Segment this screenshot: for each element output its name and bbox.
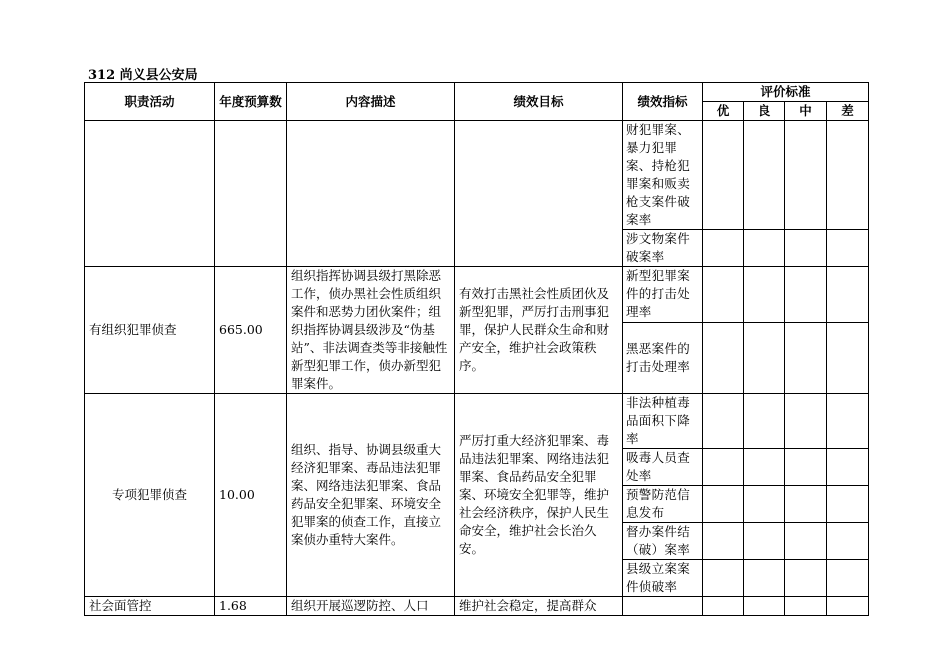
grade-cell [785, 449, 827, 486]
grade-cell [827, 267, 869, 323]
grade-cell [827, 449, 869, 486]
grade-cell [785, 322, 827, 393]
grade-cell [703, 322, 744, 393]
indicator-cell: 吸毒人员查处率 [623, 449, 703, 486]
grade-cell [703, 597, 744, 616]
goal-cell: 维护社会稳定，提高群众 [455, 597, 623, 616]
header-indicator: 绩效指标 [623, 83, 703, 121]
budget-cell-continued [215, 121, 287, 267]
grade-cell [744, 597, 785, 616]
content-cell-continued [287, 121, 455, 267]
activity-cell: 专项犯罪侦查 [85, 394, 215, 597]
indicator-cell: 县级立案案件侦破率 [623, 560, 703, 597]
grade-cell [785, 523, 827, 560]
grade-cell [827, 486, 869, 523]
goal-cell: 有效打击黑社会性质团伙及新型犯罪，严厉打击刑事犯罪，保护人民群众生命和财产安全，维护社会政策秩序。 [455, 267, 623, 394]
grade-cell [785, 230, 827, 267]
grade-cell [703, 394, 744, 449]
activity-cell: 社会面管控 [85, 597, 215, 616]
grade-cell [827, 394, 869, 449]
grade-cell [827, 597, 869, 616]
page-title: 312 尚义县公安局 [88, 68, 198, 83]
goal-cell: 严厉打重大经济犯罪案、毒品违法犯罪案、网络违法犯罪案、食品药品安全犯罪案、环境安全犯罪等，维护社会经济秩序，保护人民生命安全，维护社会长治久安。 [455, 394, 623, 597]
indicator-cell: 预警防范信息发布 [623, 486, 703, 523]
grade-good: 良 [744, 102, 785, 121]
indicator-cell: 新型犯罪案件的打击处理率 [623, 267, 703, 323]
content-cell: 组织、指导、协调县级重大经济犯罪案、毒品违法犯罪案、网络违法犯罪案、食品药品安全犯罪案、环境安全犯罪案的侦查工作，直接立案侦办重特大案件。 [287, 394, 455, 597]
budget-cell: 1.68 [215, 597, 287, 616]
header-budget: 年度预算数 [215, 83, 287, 121]
budget-table [84, 82, 869, 616]
grade-cell [703, 486, 744, 523]
activity-cell: 有组织犯罪侦查 [85, 267, 215, 394]
indicator-cell: 财犯罪案、暴力犯罪案、持枪犯罪案和贩卖枪支案件破案率 [623, 121, 703, 230]
grade-cell [827, 523, 869, 560]
header-criteria: 评价标准 [703, 83, 869, 102]
grade-cell [744, 449, 785, 486]
grade-cell [785, 560, 827, 597]
grade-cell [703, 523, 744, 560]
indicator-cell: 黑恶案件的打击处理率 [623, 322, 703, 393]
indicator-cell: 非法种植毒品面积下降率 [623, 394, 703, 449]
header-content: 内容描述 [287, 83, 455, 121]
activity-cell-continued [85, 121, 215, 267]
grade-poor: 差 [827, 102, 869, 121]
grade-cell [703, 449, 744, 486]
grade-cell [785, 394, 827, 449]
budget-cell: 665.00 [215, 267, 287, 394]
grade-cell [785, 267, 827, 323]
indicator-cell: 涉文物案件破案率 [623, 230, 703, 267]
indicator-cell [623, 597, 703, 616]
header-goal: 绩效目标 [455, 83, 623, 121]
grade-cell [827, 121, 869, 230]
grade-cell [827, 560, 869, 597]
goal-cell-continued [455, 121, 623, 267]
header-activity: 职责活动 [85, 83, 215, 121]
grade-cell [703, 121, 744, 230]
grade-cell [703, 230, 744, 267]
grade-cell [744, 523, 785, 560]
grade-cell [744, 322, 785, 393]
grade-cell [827, 230, 869, 267]
grade-cell [744, 394, 785, 449]
grade-cell [703, 560, 744, 597]
grade-medium: 中 [785, 102, 827, 121]
grade-cell [703, 267, 744, 323]
indicator-cell: 督办案件结（破）案率 [623, 523, 703, 560]
grade-cell [744, 230, 785, 267]
grade-cell [744, 486, 785, 523]
grade-cell [744, 121, 785, 230]
grade-excellent: 优 [703, 102, 744, 121]
content-cell: 组织指挥协调县级打黑除恶工作，侦办黑社会性质组织案件和恶势力团伙案件；组织指挥协调县级涉及“伪基站”、非法调查类等非接触性新型犯罪工作，侦办新型犯罪案件。 [287, 267, 455, 394]
grade-cell [827, 322, 869, 393]
grade-cell [744, 267, 785, 323]
grade-cell [785, 121, 827, 230]
grade-cell [785, 486, 827, 523]
grade-cell [785, 597, 827, 616]
content-cell: 组织开展巡逻防控、人口 [287, 597, 455, 616]
grade-cell [744, 560, 785, 597]
budget-cell: 10.00 [215, 394, 287, 597]
